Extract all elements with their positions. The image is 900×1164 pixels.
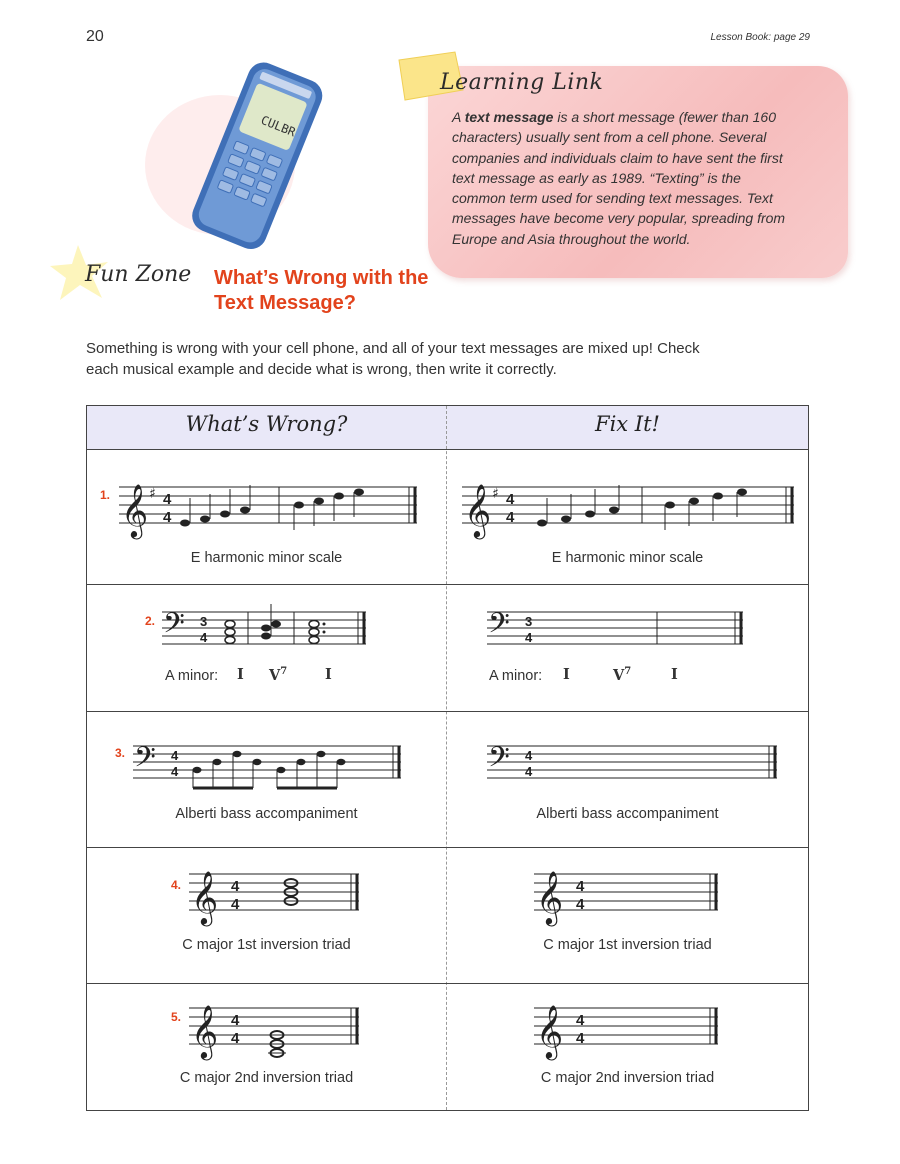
time-signature-bottom: 4 bbox=[525, 764, 533, 779]
caption-4-wrong: C major 1st inversion triad bbox=[182, 937, 351, 953]
time-signature-bottom: 4 bbox=[576, 896, 585, 913]
row-separator bbox=[87, 584, 808, 585]
treble-clef-icon: 𝄞 bbox=[191, 870, 219, 924]
staff-2-wrong bbox=[162, 604, 372, 656]
staff-1-wrong bbox=[119, 474, 424, 544]
time-signature-top: 4 bbox=[171, 748, 179, 763]
cell-phone-illustration bbox=[140, 55, 350, 255]
row-number: 3. bbox=[115, 746, 126, 760]
time-signature-bottom: 4 bbox=[506, 509, 515, 526]
time-signature-top: 4 bbox=[576, 1012, 585, 1029]
time-signature-bottom: 4 bbox=[231, 896, 240, 913]
header-whats-wrong: What’s Wrong? bbox=[185, 412, 348, 436]
staff-2-fix bbox=[487, 604, 749, 656]
time-signature-top: 4 bbox=[163, 491, 172, 508]
time-signature-top: 3 bbox=[525, 614, 533, 629]
bass-clef-icon: 𝄢 bbox=[488, 741, 510, 781]
staff-4-fix bbox=[534, 860, 724, 930]
caption-2-fix: A minor: bbox=[489, 668, 543, 684]
learning-link-text: A text message is a short message (fewer than 160 characters) usually sent from a cell phone. Several companies and individuals claim to have sent the first text message as early as 1989. “Texting” is the common term used for sending text messages. Text messages have become very popular, spreading from Europe and Asia throughout the world. bbox=[452, 109, 786, 247]
time-signature-top: 4 bbox=[506, 491, 515, 508]
treble-clef-icon: 𝄞 bbox=[121, 483, 149, 537]
staff-5-fix bbox=[534, 994, 724, 1064]
header-fix-it: Fix It! bbox=[595, 412, 660, 436]
caption-3-fix: Alberti bass accompaniment bbox=[536, 806, 719, 822]
time-signature-bottom: 4 bbox=[576, 1030, 585, 1047]
bass-clef-icon: 𝄢 bbox=[134, 741, 156, 781]
learning-link-title: Learning Link bbox=[440, 70, 604, 95]
staff-4-wrong bbox=[189, 860, 364, 930]
time-signature-bottom: 4 bbox=[231, 1030, 240, 1047]
row-separator bbox=[87, 983, 808, 984]
roman-numeral: $V^7$ bbox=[613, 666, 632, 684]
time-signature-top: 3 bbox=[200, 614, 208, 629]
row-number: 1. bbox=[100, 488, 111, 502]
row-separator bbox=[87, 711, 808, 712]
time-signature-top: 4 bbox=[231, 1012, 240, 1029]
time-signature-bottom: 4 bbox=[171, 764, 179, 779]
time-signature-top: 4 bbox=[525, 748, 533, 763]
time-signature-top: 4 bbox=[576, 878, 585, 895]
time-signature-bottom: 4 bbox=[525, 630, 533, 645]
bass-clef-icon: 𝄢 bbox=[163, 607, 185, 647]
staff-5-wrong bbox=[189, 994, 364, 1064]
caption-5-fix: C major 2nd inversion triad bbox=[540, 1070, 715, 1086]
sharp-icon: ♯ bbox=[149, 486, 156, 502]
table-header bbox=[87, 406, 808, 450]
row-separator bbox=[87, 847, 808, 848]
time-signature-top: 4 bbox=[231, 878, 240, 895]
phone-screen-text: CULBR bbox=[258, 112, 298, 140]
sharp-icon: ♯ bbox=[492, 486, 499, 502]
treble-clef-icon: 𝄞 bbox=[536, 870, 564, 924]
time-signature-bottom: 4 bbox=[200, 630, 208, 645]
treble-clef-icon: 𝄞 bbox=[536, 1004, 564, 1058]
learning-link-term: text message bbox=[464, 109, 554, 125]
caption-1-wrong: E harmonic minor scale bbox=[190, 550, 343, 566]
row-number: 5. bbox=[171, 1010, 182, 1024]
staff-1-fix bbox=[462, 474, 802, 544]
roman-numeral: $V^7$ bbox=[269, 666, 288, 684]
fun-zone-title: What’s Wrong with the Text Message? bbox=[214, 267, 429, 314]
row-number: 2. bbox=[145, 614, 156, 628]
treble-clef-icon: 𝄞 bbox=[191, 1004, 219, 1058]
caption-4-fix: C major 1st inversion triad bbox=[543, 937, 712, 953]
lesson-book-reference: Lesson Book: page 29 bbox=[710, 32, 810, 43]
roman-numeral: I bbox=[325, 666, 332, 683]
caption-5-wrong: C major 2nd inversion triad bbox=[179, 1070, 354, 1086]
roman-numeral: I bbox=[671, 666, 678, 683]
bass-clef-icon: 𝄢 bbox=[488, 607, 510, 647]
staff-3-wrong bbox=[133, 736, 408, 792]
row-number: 4. bbox=[171, 878, 182, 892]
caption-2-wrong: A minor: bbox=[165, 668, 219, 684]
caption-1-fix: E harmonic minor scale bbox=[551, 550, 704, 566]
staff-3-fix bbox=[487, 736, 782, 792]
time-signature-bottom: 4 bbox=[163, 509, 172, 526]
fun-zone-label: Fun Zone bbox=[85, 262, 192, 287]
column-divider bbox=[446, 406, 447, 1110]
page-number: 20 bbox=[86, 28, 104, 45]
roman-numeral: I bbox=[237, 666, 244, 683]
exercise-table bbox=[86, 405, 809, 1111]
instructions: Something is wrong with your cell phone, and all of your text messages are mixed up! Check each musical example and decide what is wrong, then write it correctly. bbox=[86, 340, 700, 378]
treble-clef-icon: 𝄞 bbox=[464, 483, 492, 537]
roman-numeral: I bbox=[563, 666, 570, 683]
caption-3-wrong: Alberti bass accompaniment bbox=[175, 806, 358, 822]
